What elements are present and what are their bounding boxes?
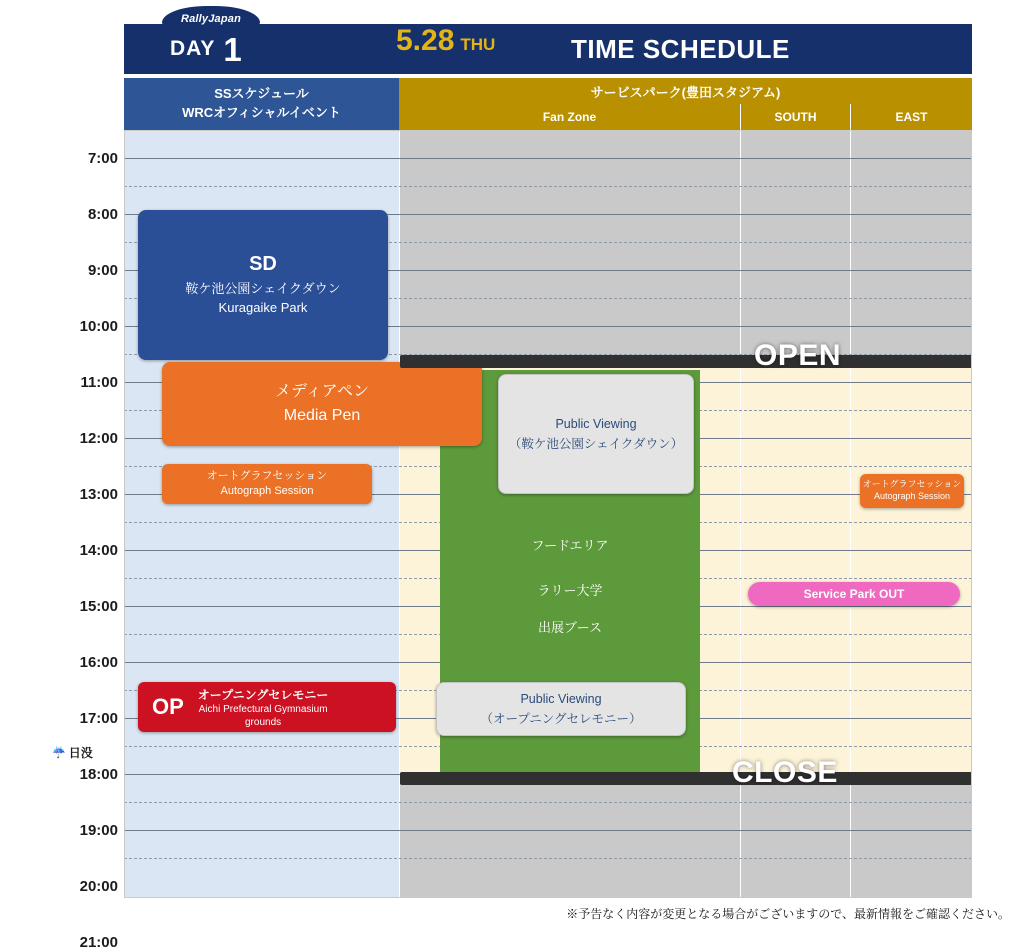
time-label: 15:00 bbox=[79, 598, 118, 615]
rally-japan-logo: RallyJapan bbox=[162, 6, 260, 32]
event-opening-ceremony[interactable] bbox=[138, 682, 396, 732]
time-label: 19:00 bbox=[79, 822, 118, 839]
column-header-service-park: サービスパーク(豊田スタジアム) bbox=[399, 78, 972, 104]
sunset-marker bbox=[52, 744, 93, 761]
time-label: 8:00 bbox=[87, 206, 118, 223]
event-line-2: （オープニングセレモニー） bbox=[480, 712, 642, 726]
service-park-closed-morning bbox=[399, 130, 972, 362]
event-line-1: Public Viewing bbox=[555, 417, 637, 431]
day-number: 1 bbox=[223, 30, 242, 68]
time-label: 17:00 bbox=[79, 710, 118, 727]
gridline-19 bbox=[124, 830, 972, 831]
close-label: CLOSE bbox=[732, 756, 838, 789]
fan-zone-item: フードエリア bbox=[531, 538, 609, 553]
event-text bbox=[198, 686, 329, 729]
time-label: 12:00 bbox=[79, 430, 118, 447]
event-line-2: Aichi Prefectural Gymnasium bbox=[198, 703, 328, 715]
page-title: TIME SCHEDULE bbox=[571, 33, 790, 64]
time-label: 9:00 bbox=[87, 262, 118, 279]
time-label: 10:00 bbox=[79, 318, 118, 335]
sunset-label: 日没 bbox=[68, 746, 93, 760]
time-label: 14:00 bbox=[79, 542, 118, 559]
footnote: ※予告なく内容が変更となる場合がございますので、最新情報をご確認ください。 bbox=[566, 907, 1010, 921]
event-line-1: オートグラフセッション bbox=[862, 479, 962, 490]
time-label: 18:00 bbox=[79, 766, 118, 783]
column-header-south: SOUTH bbox=[740, 104, 850, 130]
event-shakedown[interactable] bbox=[138, 210, 388, 360]
event-public-viewing-opening-ceremony[interactable] bbox=[436, 682, 686, 736]
column-header-east: EAST bbox=[850, 104, 972, 130]
event-line-1: オートグラフセッション bbox=[206, 470, 328, 483]
time-label: 20:00 bbox=[79, 878, 118, 895]
event-line-3: grounds bbox=[245, 716, 282, 728]
event-line-2: Kuragaike Park bbox=[218, 299, 308, 315]
event-tag: SD bbox=[249, 252, 277, 275]
event-line-2: Autograph Session bbox=[220, 485, 314, 497]
day-label bbox=[170, 24, 290, 74]
column-header-left-line2: WRCオフィシャルイベント bbox=[182, 105, 341, 120]
event-line-1: メディアペン bbox=[274, 383, 370, 400]
sunset-icon: ☔ bbox=[52, 747, 66, 759]
event-line-1: Public Viewing bbox=[520, 692, 602, 706]
event-media-pen[interactable] bbox=[162, 362, 482, 446]
date-block bbox=[396, 24, 495, 74]
time-label: 11:00 bbox=[80, 374, 118, 391]
event-line-1: オープニングセレモニー bbox=[197, 687, 329, 702]
event-line-1: 鞍ケ池公園シェイクダウン bbox=[185, 280, 341, 296]
event-line-2: Autograph Session bbox=[873, 491, 951, 501]
event-label: Service Park OUT bbox=[803, 587, 905, 601]
event-autograph-session-left[interactable] bbox=[162, 464, 372, 504]
service-park-closed-evening bbox=[399, 778, 972, 898]
event-tag: OP bbox=[152, 694, 184, 719]
gridline-7 bbox=[124, 158, 972, 159]
fan-zone-item: ラリー大学 bbox=[537, 583, 603, 598]
gridline-18-30 bbox=[124, 802, 972, 803]
event-autograph-session-east[interactable] bbox=[860, 474, 964, 508]
date-number: 5.28 bbox=[396, 24, 455, 57]
event-line-2: Media Pen bbox=[283, 407, 361, 424]
time-label: 16:00 bbox=[79, 654, 118, 671]
gridline-19-30 bbox=[124, 858, 972, 859]
close-bar bbox=[400, 772, 972, 785]
event-public-viewing-shakedown[interactable] bbox=[498, 374, 694, 494]
date-weekday: THU bbox=[460, 35, 496, 54]
time-label: 13:00 bbox=[79, 486, 118, 503]
open-label: OPEN bbox=[754, 339, 842, 372]
open-bar bbox=[400, 355, 972, 368]
event-service-park-out[interactable] bbox=[748, 582, 960, 606]
column-header-left-line1: SSスケジュール bbox=[214, 86, 309, 102]
time-label: 21:00 bbox=[79, 934, 118, 951]
column-header-fan-zone: Fan Zone bbox=[399, 104, 740, 130]
gridline-7-30 bbox=[124, 186, 972, 187]
time-label: 7:00 bbox=[87, 150, 118, 167]
column-header-left bbox=[124, 78, 399, 130]
event-line-2: （鞍ケ池公園シェイクダウン） bbox=[508, 437, 684, 451]
day-word: DAY bbox=[170, 37, 216, 60]
fan-zone-item: 出展ブース bbox=[538, 620, 602, 635]
